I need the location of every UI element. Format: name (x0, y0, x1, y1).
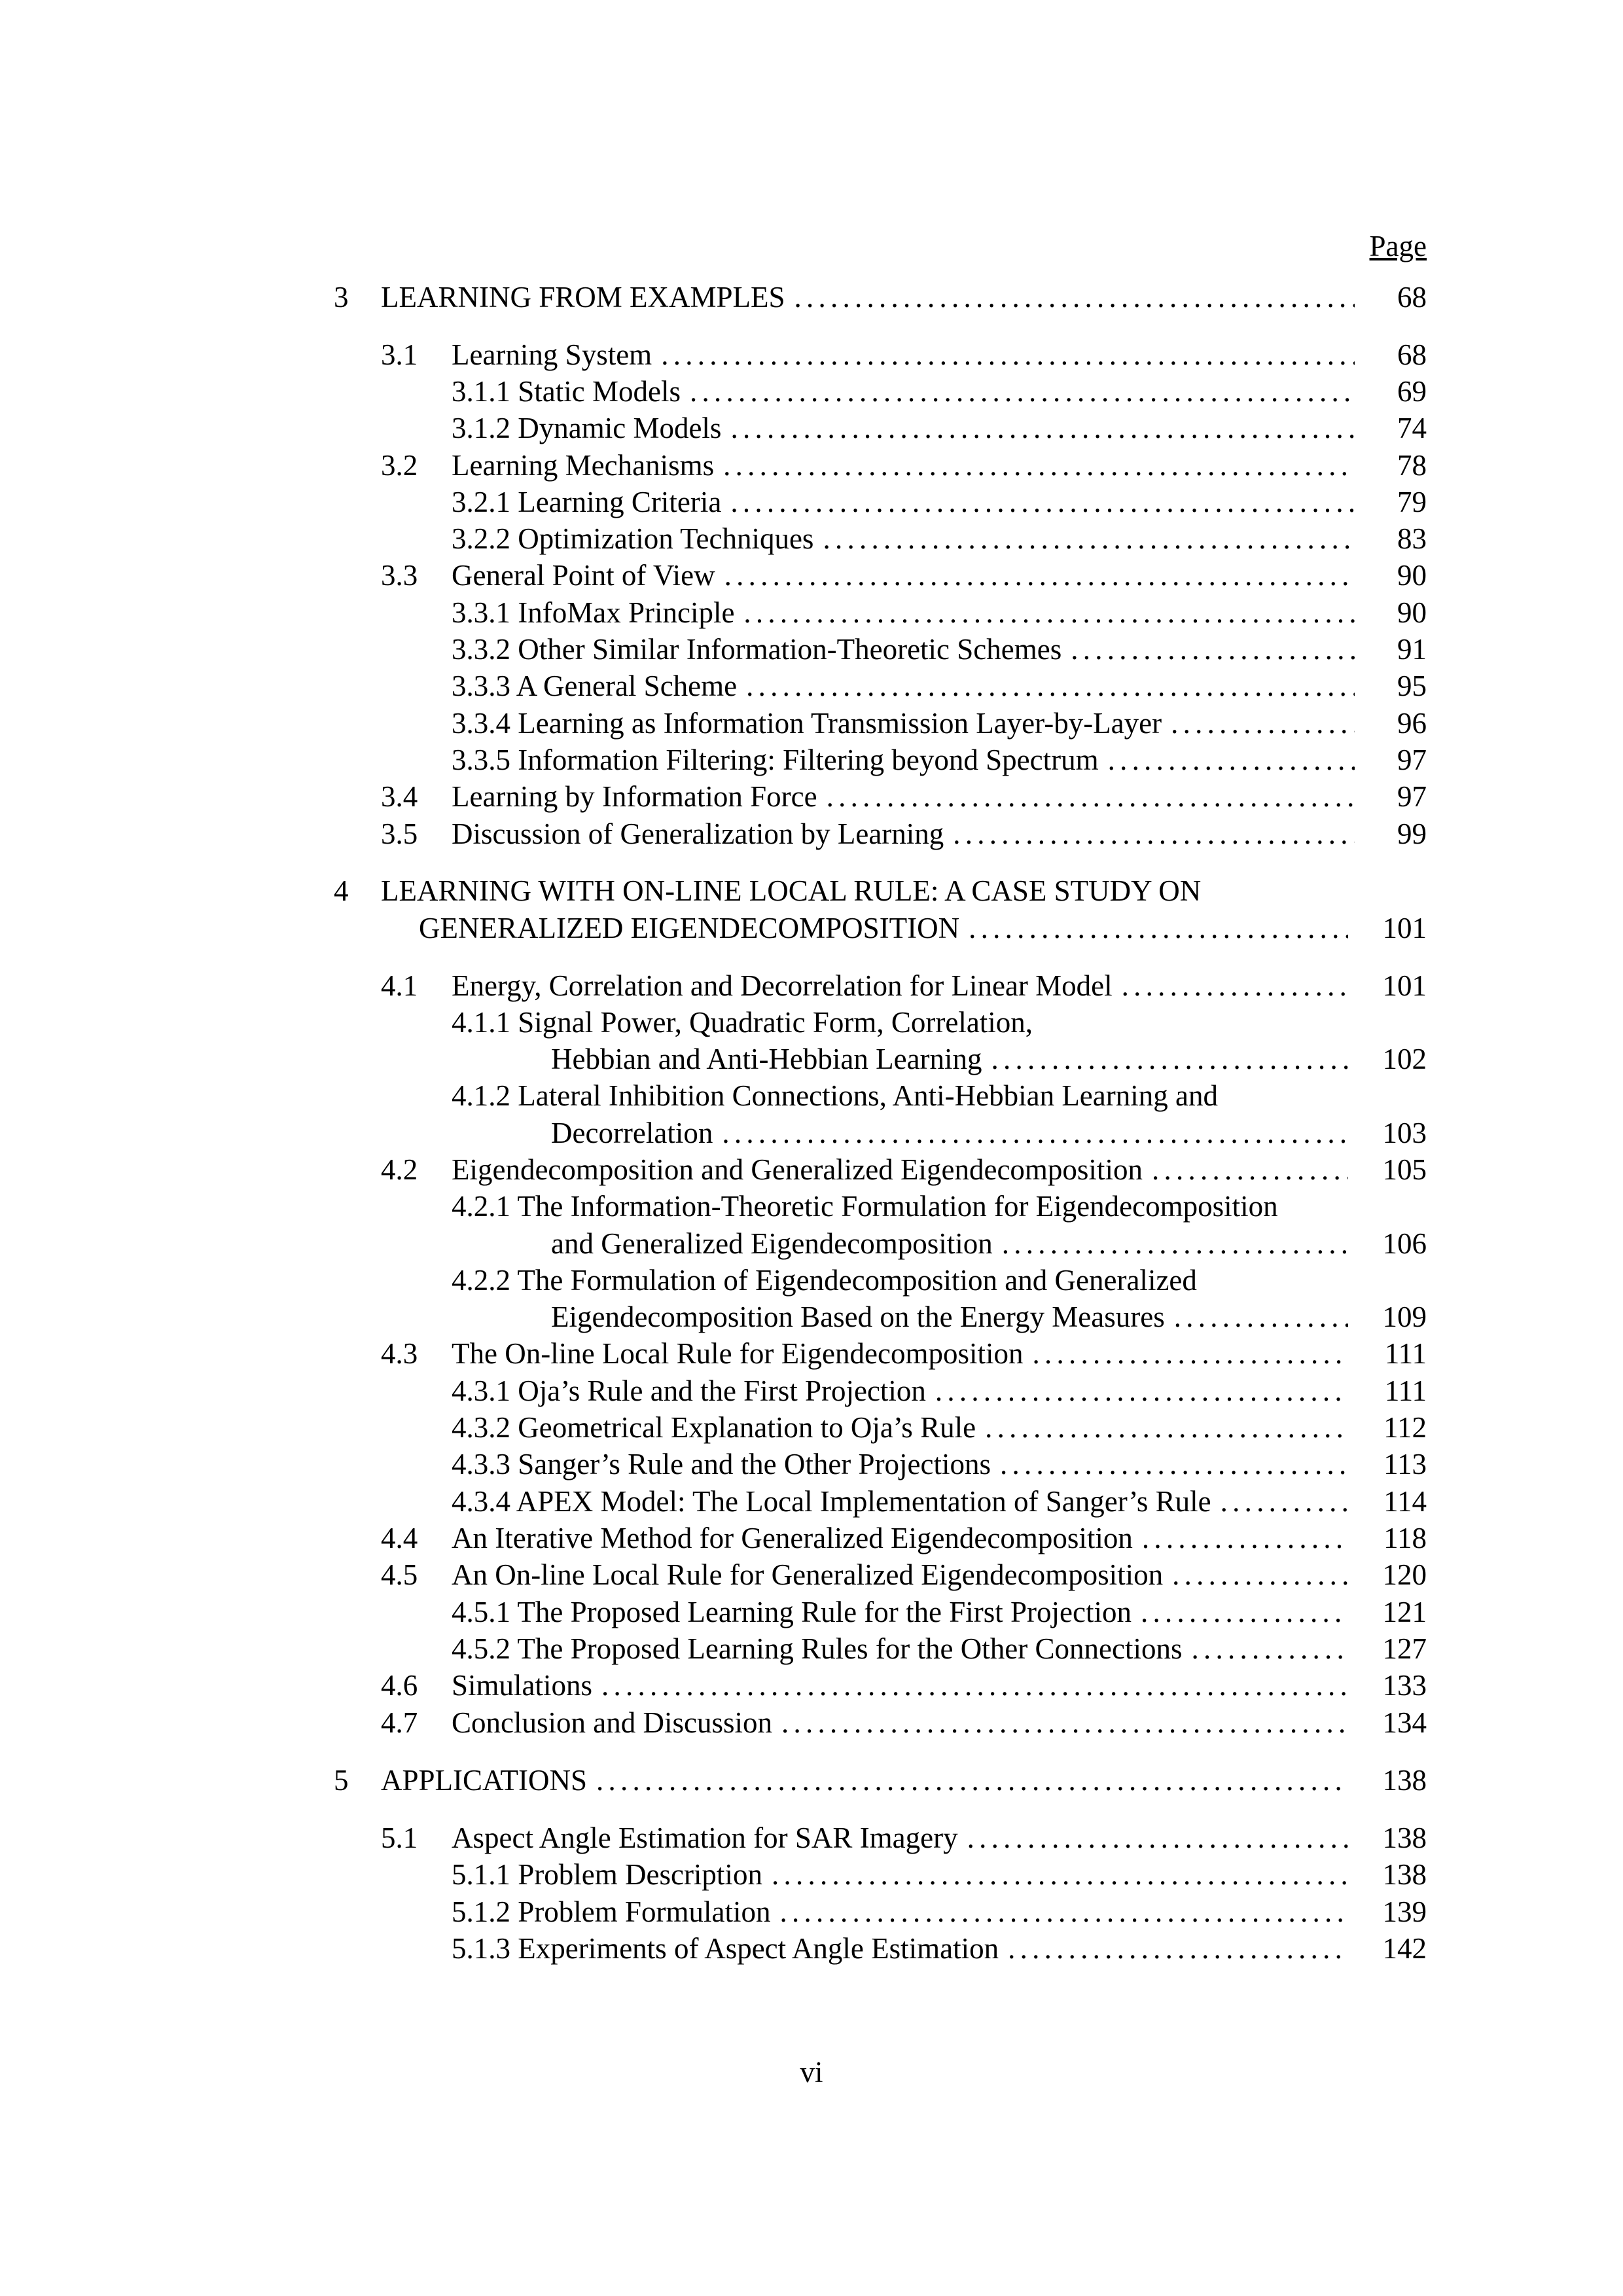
toc-entry-page: 142 (1382, 1932, 1427, 1965)
toc-entry[interactable] (0, 279, 1623, 315)
toc-entry[interactable] (0, 668, 1623, 704)
toc-entry-title: 4.2.1 The Information-Theoretic Formulation for Eigendecomposition (452, 1190, 1278, 1223)
dot-leader (991, 1041, 1348, 1077)
toc-entry[interactable] (0, 1409, 1623, 1446)
toc-entry-title: 3.2.1 Learning Criteria (452, 486, 722, 518)
dot-leader (724, 557, 1355, 594)
dot-leader (823, 520, 1355, 557)
toc-entry[interactable] (0, 631, 1623, 668)
toc-entry-title: GENERALIZED EIGENDECOMPOSITION (419, 912, 960, 944)
toc-entry-title: 3.3.2 Other Similar Information-Theoretic Schemes (452, 633, 1062, 666)
toc-entry-page: 99 (1397, 817, 1427, 850)
toc-entry[interactable] (0, 410, 1623, 446)
toc-entry-page: 127 (1382, 1632, 1427, 1665)
toc-entry-title: and Generalized Eigendecomposition (551, 1227, 993, 1260)
toc-entry-page: 112 (1383, 1411, 1427, 1444)
toc-entry-page: 139 (1382, 1895, 1427, 1928)
toc-entry[interactable] (0, 742, 1623, 778)
toc-entry-page: 101 (1382, 912, 1427, 944)
toc-entry-title: Simulations (452, 1669, 593, 1702)
toc-entry[interactable] (0, 447, 1623, 484)
toc-entry-title: Aspect Angle Estimation for SAR Imagery (452, 1821, 958, 1854)
toc-entry[interactable] (0, 1856, 1623, 1893)
dot-leader (967, 1820, 1348, 1856)
toc-entry[interactable] (0, 1335, 1623, 1372)
toc-entry[interactable] (0, 1299, 1623, 1335)
toc-entry-title: Energy, Correlation and Decorrelation for Linear Model (452, 969, 1113, 1002)
toc-entry-number: 5.1 (381, 1821, 418, 1854)
toc-entry-title: 4.3.4 APEX Model: The Local Implementation of Sanger’s Rule (452, 1485, 1211, 1518)
toc-entry-title: General Point of View (452, 559, 715, 592)
toc-entry-title: Learning Mechanisms (452, 449, 715, 482)
toc-entry-page: 102 (1382, 1043, 1427, 1075)
toc-entry[interactable] (0, 1041, 1623, 1077)
dot-leader (601, 1667, 1348, 1704)
toc-entry[interactable] (0, 1520, 1623, 1556)
dot-leader (690, 373, 1355, 410)
toc-entry-title: Learning by Information Force (452, 780, 817, 813)
dot-leader (985, 1409, 1348, 1446)
dot-leader (1071, 631, 1355, 668)
toc-entry-page: 134 (1382, 1706, 1427, 1739)
toc-entry[interactable] (0, 557, 1623, 594)
toc-entry-number: 3.1 (381, 338, 418, 371)
toc-entry-page: 79 (1397, 486, 1427, 518)
toc-entry[interactable] (0, 1667, 1623, 1704)
dot-leader (1000, 1446, 1348, 1482)
toc-entry[interactable] (0, 594, 1623, 631)
toc-entry-page: 114 (1383, 1485, 1427, 1518)
dot-leader (969, 910, 1348, 946)
toc-entry[interactable] (0, 1188, 1623, 1225)
toc-entry-page: 97 (1397, 780, 1427, 813)
toc-entry-title: 3.2.2 Optimization Techniques (452, 522, 814, 555)
toc-entry[interactable] (0, 1077, 1623, 1114)
toc-entry-title: Decorrelation (551, 1117, 713, 1149)
dot-leader (1191, 1630, 1348, 1667)
toc-entry-number: 4.7 (381, 1706, 418, 1739)
dot-leader (780, 1893, 1349, 1930)
toc-entry-number: 4.3 (381, 1337, 418, 1370)
toc-entry-title: 4.2.2 The Formulation of Eigendecomposition and Generalized (452, 1264, 1197, 1297)
dot-leader (772, 1856, 1348, 1893)
toc-entry-title: 3.1.1 Static Models (452, 375, 681, 408)
toc-entry-page: 90 (1397, 559, 1427, 592)
toc-entry[interactable] (0, 1372, 1623, 1409)
toc-entry-title: 3.3.3 A General Scheme (452, 670, 738, 702)
toc-entry-page: 111 (1384, 1374, 1427, 1407)
toc-entry-title: 5.1.1 Problem Description (452, 1858, 762, 1891)
toc-entry-page: 95 (1397, 670, 1427, 702)
toc-entry-title: 4.3.3 Sanger’s Rule and the Other Projections (452, 1448, 991, 1480)
dot-leader (743, 594, 1355, 631)
toc-entry[interactable] (0, 1483, 1623, 1520)
toc-entry-number: 4.2 (381, 1153, 418, 1186)
dot-leader (746, 668, 1355, 704)
toc-entry-number: 5 (334, 1764, 349, 1797)
toc-entry[interactable] (0, 1630, 1623, 1667)
toc-entry-page: 138 (1382, 1764, 1427, 1797)
toc-entry-title: 4.5.2 The Proposed Learning Rules for the Other Connections (452, 1632, 1183, 1665)
toc-entry[interactable] (0, 1893, 1623, 1930)
toc-entry-title: 4.3.1 Oja’s Rule and the First Projection (452, 1374, 926, 1407)
toc-entry-page: 90 (1397, 596, 1427, 629)
toc-entry-page: 103 (1382, 1117, 1427, 1149)
toc-entry-page: 96 (1397, 707, 1427, 740)
toc-entry-title: 4.1.2 Lateral Inhibition Connections, Anti-Hebbian Learning and (452, 1079, 1218, 1112)
dot-leader (722, 1115, 1348, 1151)
dot-leader (661, 336, 1355, 373)
toc-entry-page: 120 (1382, 1558, 1427, 1591)
toc-entry-page: 106 (1382, 1227, 1427, 1260)
toc-entry-number: 3.5 (381, 817, 418, 850)
toc-entry[interactable] (0, 336, 1623, 373)
toc-entry-number: 4 (334, 874, 349, 907)
dot-leader (1008, 1930, 1348, 1967)
dot-leader (953, 816, 1355, 852)
toc-entry-page: 97 (1397, 744, 1427, 776)
toc-entry[interactable] (0, 1225, 1623, 1262)
toc-entry[interactable] (0, 910, 1623, 946)
toc-entry[interactable] (0, 1446, 1623, 1482)
dot-leader (1141, 1594, 1348, 1630)
dot-leader (730, 484, 1355, 520)
toc-entry-number: 4.5 (381, 1558, 418, 1591)
toc-entry-page: 121 (1382, 1596, 1427, 1628)
dot-leader (1171, 705, 1355, 742)
dot-leader (723, 447, 1355, 484)
toc-entry-title: 4.5.1 The Proposed Learning Rule for the First Projection (452, 1596, 1132, 1628)
toc-entry-page: 83 (1397, 522, 1427, 555)
dot-leader (1221, 1483, 1348, 1520)
toc-entry-page: 74 (1397, 412, 1427, 444)
toc-entry[interactable] (0, 1762, 1623, 1799)
toc-entry[interactable] (0, 1820, 1623, 1856)
toc-entry[interactable] (0, 1704, 1623, 1741)
toc-entry-page: 111 (1384, 1337, 1427, 1370)
dot-leader (1033, 1335, 1348, 1372)
toc-entry-number: 3 (334, 281, 349, 314)
dot-leader (1172, 1556, 1348, 1593)
toc-entry-title: Learning System (452, 338, 652, 371)
toc-entry[interactable] (0, 1930, 1623, 1967)
dot-leader (794, 279, 1355, 315)
toc-entry-page: 78 (1397, 449, 1427, 482)
toc-entry-number: 3.4 (381, 780, 418, 813)
dot-leader (596, 1762, 1348, 1799)
toc-entry-title: An On-line Local Rule for Generalized Eigendecomposition (452, 1558, 1164, 1591)
toc-entry-title: APPLICATIONS (381, 1764, 588, 1797)
dot-leader (827, 778, 1355, 815)
toc-entry-page: 138 (1382, 1858, 1427, 1891)
toc-entry-number: 3.3 (381, 559, 418, 592)
toc-entry-page: 138 (1382, 1821, 1427, 1854)
dot-leader (781, 1704, 1348, 1741)
toc-entry-title: An Iterative Method for Generalized Eigendecomposition (452, 1522, 1133, 1554)
toc-entry-page: 109 (1382, 1300, 1427, 1333)
toc-entry-title: 5.1.3 Experiments of Aspect Angle Estimation (452, 1932, 999, 1965)
toc-entry-page: 105 (1382, 1153, 1427, 1186)
toc-entry[interactable] (0, 1262, 1623, 1299)
dot-leader (935, 1372, 1348, 1409)
toc-entry-title: 3.3.1 InfoMax Principle (452, 596, 735, 629)
toc-entry-page: 133 (1382, 1669, 1427, 1702)
toc-entry-number: 3.2 (381, 449, 418, 482)
toc-entry-title: Eigendecomposition Based on the Energy Measures (551, 1300, 1165, 1333)
toc-entry-title: 3.1.2 Dynamic Models (452, 412, 722, 444)
toc-entry-title: 3.3.5 Information Filtering: Filtering beyond Spectrum (452, 744, 1099, 776)
toc-entry[interactable] (0, 967, 1623, 1004)
toc-entry-title: The On-line Local Rule for Eigendecomposition (452, 1337, 1024, 1370)
toc-entry-page: 68 (1397, 338, 1427, 371)
toc-entry[interactable] (0, 1151, 1623, 1188)
toc-entry-title: Conclusion and Discussion (452, 1706, 772, 1739)
toc-entry[interactable] (0, 816, 1623, 852)
toc-entry-number: 4.1 (381, 969, 418, 1002)
toc-entry-page: 101 (1382, 969, 1427, 1002)
toc-entry-page: 118 (1383, 1522, 1427, 1554)
toc-entry[interactable] (0, 1115, 1623, 1151)
toc-entry[interactable] (0, 484, 1623, 520)
toc-entry-title: 5.1.2 Problem Formulation (452, 1895, 771, 1928)
toc-entry-number: 4.4 (381, 1522, 418, 1554)
toc-entry[interactable] (0, 705, 1623, 742)
toc-entry-page: 68 (1397, 281, 1427, 314)
toc-entry-page: 113 (1383, 1448, 1427, 1480)
toc-entry-title: Eigendecomposition and Generalized Eigendecomposition (452, 1153, 1143, 1186)
toc-entry[interactable] (0, 778, 1623, 815)
dot-leader (730, 410, 1355, 446)
dot-leader (1152, 1151, 1348, 1188)
dot-leader (1174, 1299, 1348, 1335)
toc-entry-page: 91 (1397, 633, 1427, 666)
page-number-footer: vi (800, 2056, 823, 2089)
toc-entry[interactable] (0, 1004, 1623, 1041)
dot-leader (1002, 1225, 1348, 1262)
toc-entry-title: Discussion of Generalization by Learning (452, 817, 944, 850)
dot-leader (1122, 967, 1348, 1004)
page-column-label: Page (1369, 230, 1427, 262)
toc-entry-page: 69 (1397, 375, 1427, 408)
toc-entry[interactable] (0, 872, 1623, 909)
toc-entry-title: 4.3.2 Geometrical Explanation to Oja’s Rule (452, 1411, 976, 1444)
toc-entry[interactable] (0, 520, 1623, 557)
toc-entry[interactable] (0, 1594, 1623, 1630)
dot-leader (1142, 1520, 1348, 1556)
toc-entry[interactable] (0, 1556, 1623, 1593)
toc-entry-title: LEARNING FROM EXAMPLES (381, 281, 785, 314)
toc-entry-number: 4.6 (381, 1669, 418, 1702)
toc-entry-title: Hebbian and Anti-Hebbian Learning (551, 1043, 982, 1075)
toc-entry-title: 4.1.1 Signal Power, Quadratic Form, Correlation, (452, 1006, 1033, 1039)
toc-entry[interactable] (0, 373, 1623, 410)
toc-entry-title: 3.3.4 Learning as Information Transmission Layer-by-Layer (452, 707, 1162, 740)
toc-entry-title: LEARNING WITH ON-LINE LOCAL RULE: A CASE STUDY ON (381, 874, 1202, 907)
dot-leader (1108, 742, 1355, 778)
